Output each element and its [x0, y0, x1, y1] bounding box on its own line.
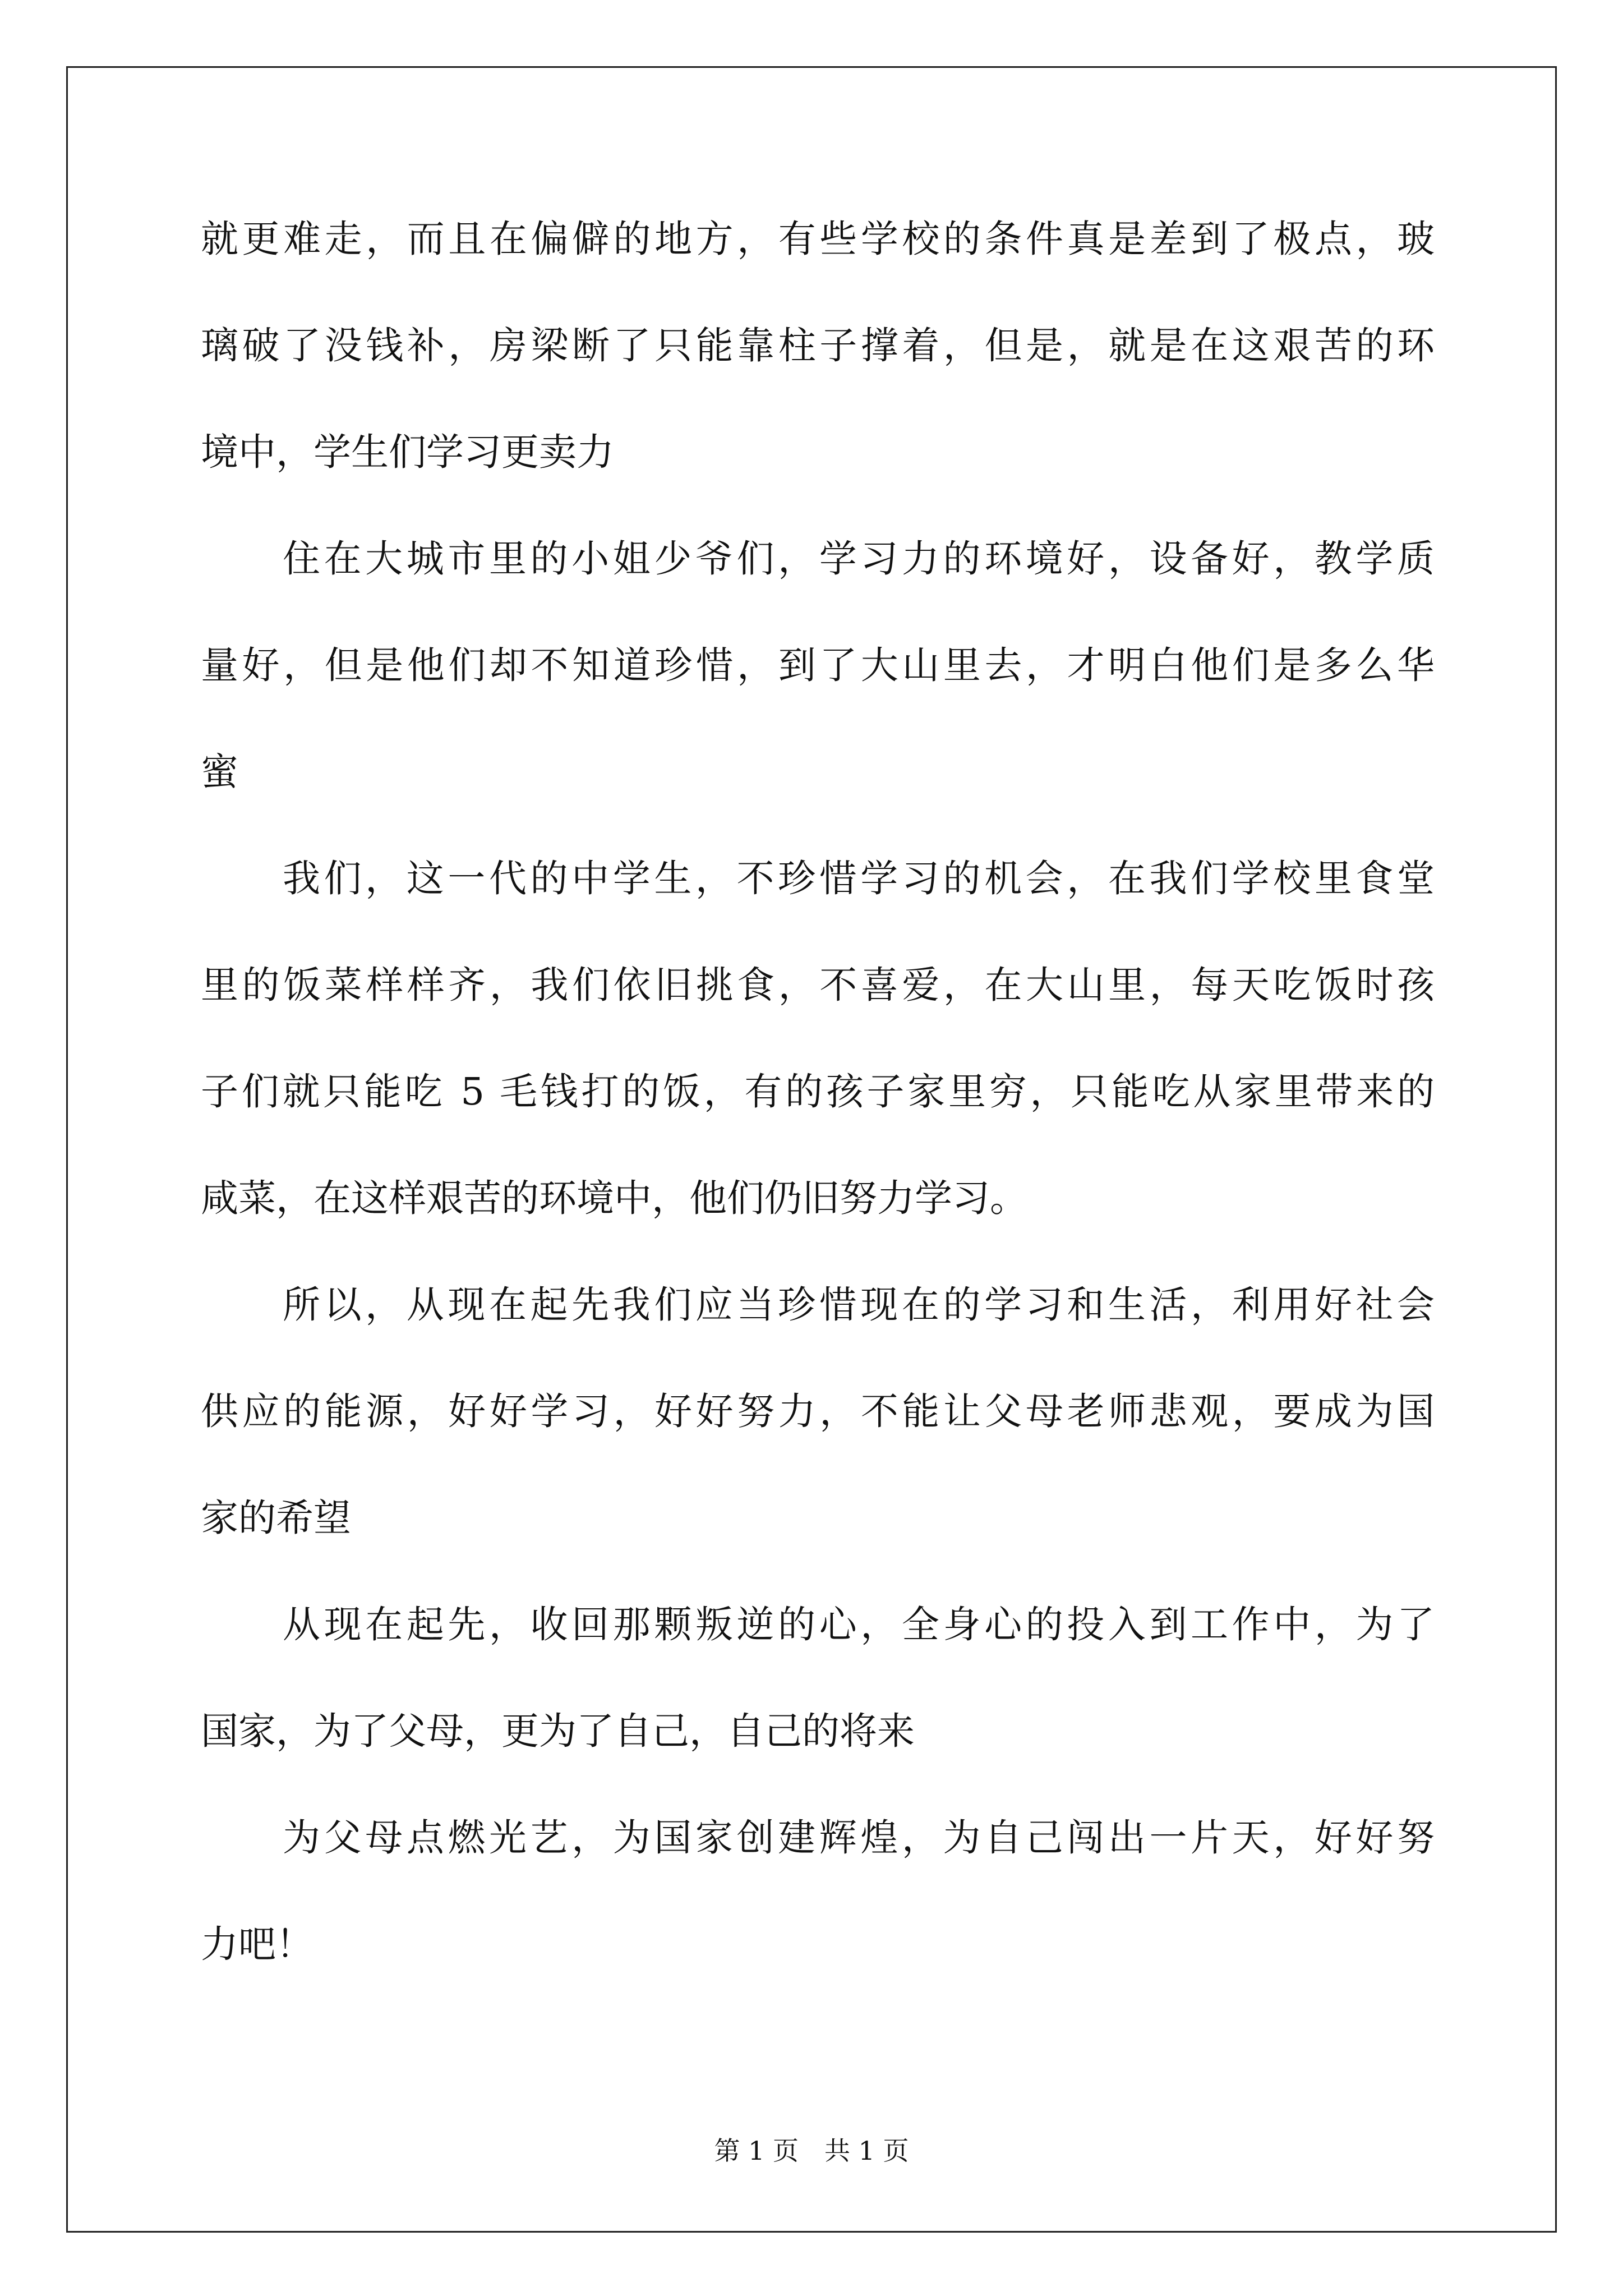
text-line: 咸菜，在这样艰苦的环境中，他们仍旧努力学习。	[201, 1176, 1027, 1220]
text-line: 就更难走，而且在偏僻的地方，有些学校的条件真是差到了极点，玻	[201, 217, 1435, 261]
text-line: 力吧！	[201, 1922, 313, 1966]
text-line: 子们就只能吃 5 毛钱打的饭，有的孩子家里穷，只能吃从家里带来的	[201, 1070, 1435, 1114]
text-line: 国家，为了父母，更为了自己，自己的将来	[201, 1709, 915, 1753]
text-line: 从现在起先，收回那颗叛逆的心，全身心的投入到工作中，为了	[283, 1603, 1435, 1646]
text-line: 蜜	[201, 750, 238, 794]
text-line: 我们，这一代的中学生，不珍惜学习的机会，在我们学校里食堂	[283, 857, 1435, 900]
text-line: 境中，学生们学习更卖力	[201, 430, 614, 474]
text-line: 为父母点燃光艺，为国家创建辉煌，为自己闯出一片天，好好努	[283, 1816, 1435, 1860]
text-line: 璃破了没钱补，房梁断了只能靠柱子撑着，但是，就是在这艰苦的环	[201, 324, 1435, 367]
page-footer: 第 1 页 共 1 页	[714, 2136, 909, 2166]
text-line: 量好，但是他们却不知道珍惜，到了大山里去，才明白他们是多么华	[201, 643, 1435, 687]
text-line: 家的希望	[201, 1496, 351, 1540]
text-line: 里的饭菜样样齐，我们依旧挑食，不喜爱，在大山里，每天吃饭时孩	[201, 963, 1435, 1007]
document-body	[201, 211, 1435, 2023]
text-line: 住在大城市里的小姐少爷们，学习力的环境好，设备好，教学质	[283, 537, 1435, 581]
text-line: 供应的能源，好好学习，好好努力，不能让父母老师悲观，要成为国	[201, 1389, 1435, 1433]
text-line: 所以，从现在起先我们应当珍惜现在的学习和生活，利用好社会	[283, 1283, 1435, 1327]
